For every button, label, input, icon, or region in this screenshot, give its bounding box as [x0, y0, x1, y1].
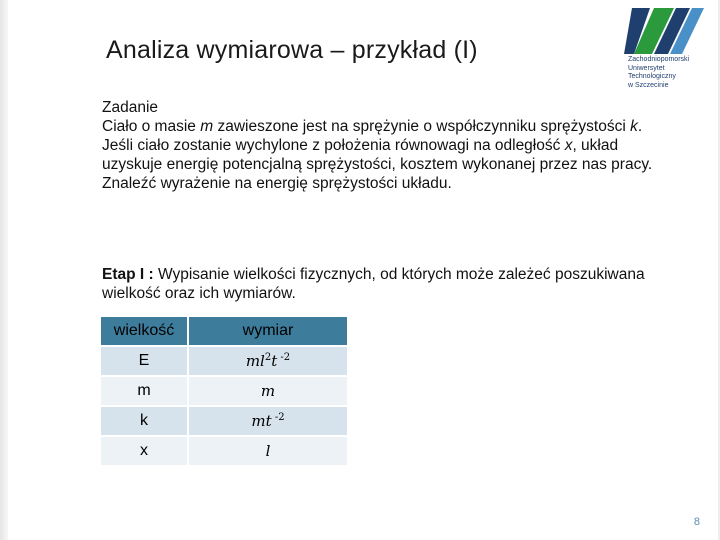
- table-row: [100, 376, 348, 406]
- slide-title: Analiza wymiarowa – przykład (I): [106, 36, 478, 64]
- dimension-base: ml: [245, 352, 265, 370]
- quantity-cell: E: [100, 346, 188, 376]
- task-text: Ciało o masie: [102, 118, 201, 135]
- dimension-base: m: [260, 382, 276, 400]
- task-body: [102, 117, 662, 193]
- table-header-row: [100, 316, 348, 346]
- task-section: [102, 98, 662, 193]
- slide-left-border: [0, 0, 8, 540]
- logo-text: [628, 56, 718, 90]
- task-variable-m: m: [200, 118, 214, 135]
- column-header-dimension: wymiar: [188, 316, 348, 346]
- task-variable-k: k: [630, 118, 638, 135]
- task-heading: Zadanie: [102, 99, 159, 116]
- stage-section: [102, 265, 662, 303]
- dimension-exponent: -2: [271, 412, 285, 423]
- dimension-exponent: 2: [264, 352, 272, 363]
- dimension-cell: [188, 376, 348, 406]
- logo-line: w Szczecinie: [628, 81, 669, 89]
- logo-line: Zachodniopomorski: [628, 56, 690, 63]
- task-text: zawieszone jest na sprężynie o współczynniku sprężystości: [213, 118, 631, 135]
- dimension-cell: [188, 406, 348, 436]
- dimension-mid: t: [271, 352, 278, 370]
- quantity-cell: x: [100, 436, 188, 466]
- table-row: [100, 346, 348, 376]
- task-text: , układ uzyskuje energię potencjalną sprężystości, kosztem wykonanej przez nas pracy. Znaleźć wyrażenie na energię sprężystości układu.: [102, 137, 653, 192]
- task-variable-x: x: [564, 137, 573, 154]
- dimension-base: l: [265, 442, 271, 460]
- dimension-cell: [188, 436, 348, 466]
- dimension-exponent: -2: [277, 352, 291, 363]
- task-text: . Jeśli ciało zostanie wychylone z położenia równowagi na odległość: [102, 118, 643, 154]
- quantity-cell: k: [100, 406, 188, 436]
- logo-line: Uniwersytet: [628, 64, 665, 72]
- dimension-base: mt: [251, 412, 272, 430]
- quantity-cell: m: [100, 376, 188, 406]
- logo-line: Technologiczny: [628, 73, 676, 80]
- dimension-cell: [188, 346, 348, 376]
- stage-label: Etap I :: [102, 266, 158, 283]
- dimensions-table: [100, 316, 348, 466]
- stage-text: Wypisanie wielkości fizycznych, od których może zależeć poszukiwana wielkość oraz ich wymiarów.: [102, 266, 645, 302]
- page-number: 8: [693, 516, 700, 528]
- column-header-quantity: wielkość: [100, 316, 188, 346]
- table-row: [100, 436, 348, 466]
- table-row: [100, 406, 348, 436]
